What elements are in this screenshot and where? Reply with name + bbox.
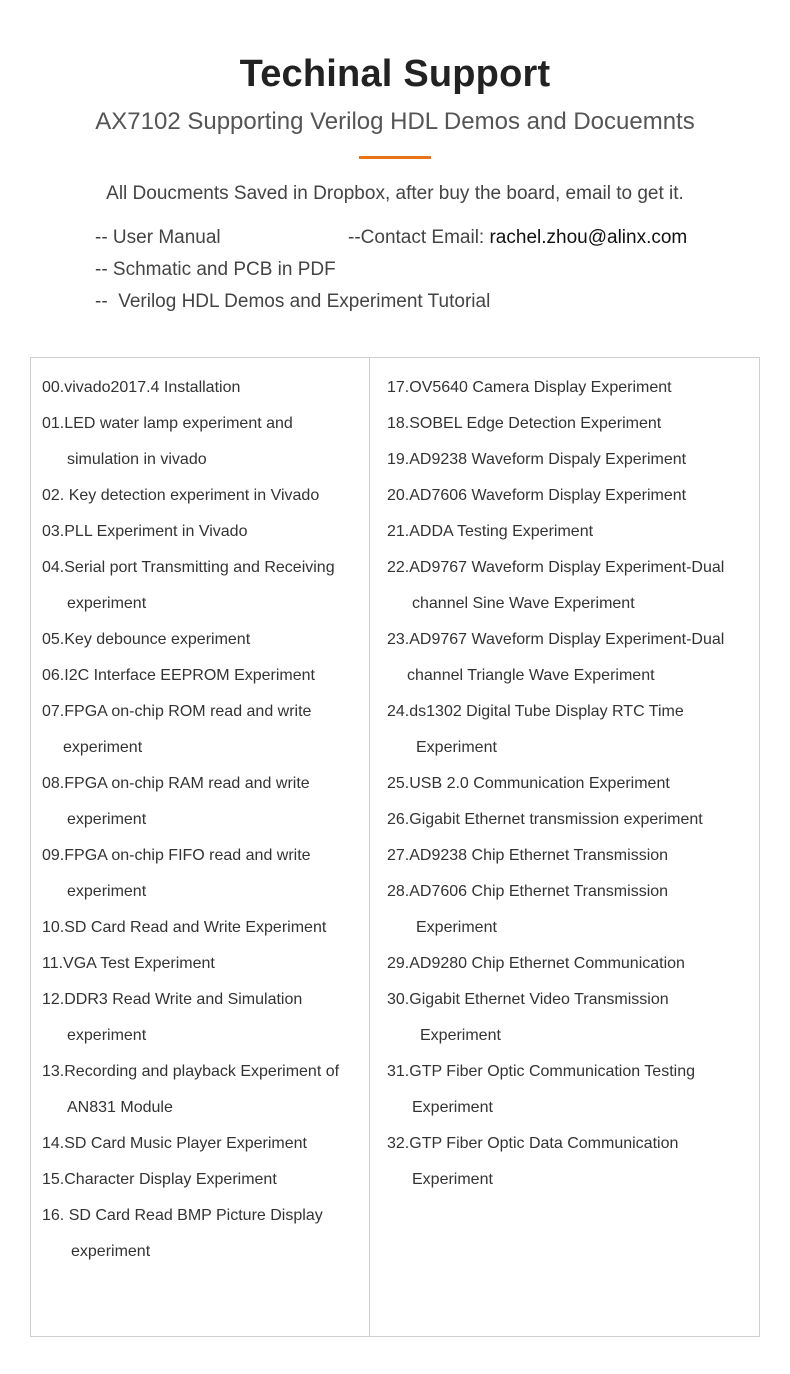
item-text: 29.AD9280 Chip Ethernet Communication: [387, 955, 685, 972]
item-text: 13.Recording and playback Experiment of: [42, 1063, 340, 1080]
document-item-schematic: -- Schmatic and PCB in PDF: [95, 259, 336, 280]
item-text: 04.Serial port Transmitting and Receiving: [42, 559, 335, 576]
list-item: [42, 1162, 364, 1198]
item-text: 11.VGA Test Experiment: [42, 955, 215, 972]
item-text-continued: experiment: [67, 883, 147, 900]
item-text: 31.GTP Fiber Optic Communication Testing: [387, 1063, 695, 1080]
item-text-continued: Experiment: [412, 1099, 493, 1116]
item-text-continued: Experiment: [416, 739, 497, 756]
item-text-continued: Experiment: [412, 1171, 493, 1188]
page-subtitle: AX7102 Supporting Verilog HDL Demos and Docuemnts: [95, 108, 695, 135]
list-item: [387, 514, 752, 550]
list-item: [387, 946, 752, 982]
item-text: 32.GTP Fiber Optic Data Communication: [387, 1135, 679, 1152]
item-text: 08.FPGA on-chip RAM read and write: [42, 775, 310, 792]
list-item: [42, 838, 364, 910]
list-item: [42, 514, 364, 550]
item-text: 03.PLL Experiment in Vivado: [42, 523, 248, 540]
experiment-column-left: [42, 370, 364, 1270]
document-item-user-manual: -- User Manual: [95, 227, 221, 248]
list-item: [387, 838, 752, 874]
item-text: 26.Gigabit Ethernet transmission experiment: [387, 811, 703, 828]
item-text-continued: experiment: [67, 811, 147, 828]
item-text: 28.AD7606 Chip Ethernet Transmission: [387, 883, 669, 900]
item-text-continued: Experiment: [420, 1027, 501, 1044]
item-text-continued: AN831 Module: [67, 1099, 173, 1116]
item-text-continued: experiment: [63, 739, 143, 756]
item-text: 24.ds1302 Digital Tube Display RTC Time: [387, 703, 684, 720]
page-title: Techinal Support: [239, 53, 551, 95]
item-text: 07.FPGA on-chip ROM read and write: [42, 703, 312, 720]
column-divider: [369, 358, 370, 1336]
item-text: 21.ADDA Testing Experiment: [387, 523, 594, 540]
item-text: 23.AD9767 Waveform Display Experiment-Dual: [387, 631, 725, 648]
contact-email: rachel.zhou@alinx.com: [489, 227, 688, 248]
document-item-verilog-demos: -- Verilog HDL Demos and Experiment Tutorial: [95, 291, 491, 312]
list-item: [42, 658, 364, 694]
item-text: 30.Gigabit Ethernet Video Transmission: [387, 991, 669, 1008]
item-text-continued: simulation in vivado: [67, 451, 207, 468]
list-item: [42, 406, 364, 478]
item-text: 10.SD Card Read and Write Experiment: [42, 919, 327, 936]
list-item: [387, 982, 752, 1054]
accent-divider: [359, 156, 431, 159]
item-text: 01.LED water lamp experiment and: [42, 415, 293, 432]
item-text: 17.OV5640 Camera Display Experiment: [387, 379, 672, 396]
list-item: [42, 1054, 364, 1126]
list-item: [42, 1126, 364, 1162]
list-item: [42, 550, 364, 622]
list-item: [387, 874, 752, 946]
list-item: [387, 1054, 752, 1126]
list-item: [42, 910, 364, 946]
item-text: 22.AD9767 Waveform Display Experiment-Dual: [387, 559, 725, 576]
list-item: [387, 766, 752, 802]
list-item: [387, 622, 752, 694]
item-text: 06.I2C Interface EEPROM Experiment: [42, 667, 315, 684]
item-text: 19.AD9238 Waveform Dispaly Experiment: [387, 451, 687, 468]
item-text-continued: Experiment: [416, 919, 497, 936]
item-text-continued: experiment: [67, 595, 147, 612]
contact-info: [348, 222, 687, 254]
item-text: 27.AD9238 Chip Ethernet Transmission: [387, 847, 669, 864]
list-item: [387, 694, 752, 766]
item-text: 25.USB 2.0 Communication Experiment: [387, 775, 670, 792]
list-item: [387, 1126, 752, 1198]
item-text: 18.SOBEL Edge Detection Experiment: [387, 415, 662, 432]
item-text: 14.SD Card Music Player Experiment: [42, 1135, 307, 1152]
item-text: 09.FPGA on-chip FIFO read and write: [42, 847, 311, 864]
list-item: [387, 550, 752, 622]
list-item: [42, 1198, 364, 1270]
item-text: 20.AD7606 Waveform Display Experiment: [387, 487, 687, 504]
item-text: 16. SD Card Read BMP Picture Display: [42, 1207, 323, 1224]
experiment-column-right: [387, 370, 752, 1198]
list-item: [387, 802, 752, 838]
list-item: [42, 478, 364, 514]
list-item: [42, 982, 364, 1054]
list-item: [42, 622, 364, 658]
list-item: [387, 406, 752, 442]
list-item: [42, 370, 364, 406]
list-item: [42, 694, 364, 766]
item-text: 02. Key detection experiment in Vivado: [42, 487, 320, 504]
contact-label: --Contact Email:: [348, 227, 490, 248]
list-item: [42, 766, 364, 838]
item-text: 05.Key debounce experiment: [42, 631, 251, 648]
list-item: [42, 946, 364, 982]
intro-text: All Doucments Saved in Dropbox, after buy the board, email to get it.: [106, 183, 684, 204]
item-text-continued: experiment: [67, 1027, 147, 1044]
experiment-table: [30, 357, 760, 1337]
list-item: [387, 370, 752, 406]
item-text-continued: channel Triangle Wave Experiment: [407, 667, 655, 684]
item-text-continued: channel Sine Wave Experiment: [412, 595, 635, 612]
item-text: 00.vivado2017.4 Installation: [42, 379, 241, 396]
item-text: 12.DDR3 Read Write and Simulation: [42, 991, 303, 1008]
item-text: 15.Character Display Experiment: [42, 1171, 277, 1188]
item-text-continued: experiment: [71, 1243, 151, 1260]
list-item: [387, 478, 752, 514]
list-item: [387, 442, 752, 478]
